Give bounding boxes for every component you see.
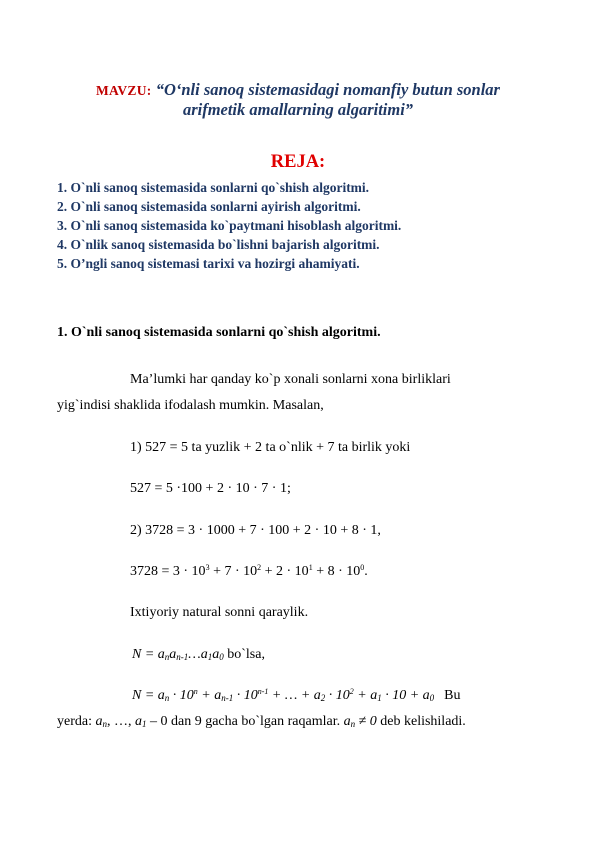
intro-line-2: yig`indisi shaklida ifodalash mumkin. Masalan, xyxy=(57,398,324,413)
variable: a xyxy=(134,714,142,729)
subscript: 0 xyxy=(429,693,435,703)
subscript: 1 xyxy=(207,652,213,662)
where-sentence xyxy=(57,713,466,731)
formula-part: 3728 = 3 · 10 xyxy=(130,564,206,579)
exponent: n xyxy=(193,687,198,696)
formula-part: + 8 · 10 xyxy=(312,564,361,579)
topic-text-1: “O‘nli sanoq sistemasidagi nomanfiy butun sonlar xyxy=(155,80,500,99)
formula-part: · 10 + a xyxy=(381,688,430,703)
formula-part: + 7 · 10 xyxy=(209,564,258,579)
subscript: 0 xyxy=(219,652,224,662)
formula-part: + a xyxy=(197,688,222,703)
number-notation xyxy=(132,646,265,664)
formula-part: · 10 xyxy=(325,688,350,703)
formula-part: Bu xyxy=(444,688,461,703)
formula-part: · 10 xyxy=(169,688,194,703)
formula-part: a xyxy=(212,647,220,662)
example-1: 1) 527 = 5 ta yuzlik + 2 ta o`nlik + 7 ta birlik yoki xyxy=(130,440,411,455)
expansion-formula xyxy=(132,687,461,705)
plan-heading: REJA: xyxy=(270,152,326,172)
exponent: 1 xyxy=(308,563,313,572)
subscript: n xyxy=(102,719,107,729)
plan-item: 2. O`nli sanoq sistemasida sonlarni ayirish algoritmi. xyxy=(57,199,361,214)
plan-item: 5. O’ngli sanoq sistemasi tarixi va hozirgi ahamiyati. xyxy=(57,256,360,271)
formula-part: + 2 · 10 xyxy=(261,564,309,579)
subscript: n-1 xyxy=(176,652,189,662)
text-part: – 0 dan 9 gacha bo`lgan raqamlar. xyxy=(146,714,344,729)
subscript: n-1 xyxy=(221,693,234,703)
formula-part: + a xyxy=(353,688,378,703)
topic-title-line-1 xyxy=(0,80,596,101)
topic-label: MAVZU: xyxy=(96,83,152,98)
intro-line-1: Ma’lumki har qanday ko`p xonali sonlarni xona birliklari xyxy=(130,372,451,387)
formula-part: . xyxy=(364,564,368,579)
text-part: , …, xyxy=(106,714,135,729)
variable: a xyxy=(343,714,351,729)
section-heading: 1. O`nli sanoq sistemasida sonlarni qo`shish algoritmi. xyxy=(57,325,381,340)
subscript: 1 xyxy=(377,693,382,703)
plan-item: 4. O`nlik sanoq sistemasida bo`lishni bajarish algoritmi. xyxy=(57,237,380,252)
text-part: yerda: xyxy=(57,714,96,729)
exponent: 0 xyxy=(360,563,365,572)
subscript: n xyxy=(350,719,356,729)
exponent: 3 xyxy=(205,563,210,572)
subscript: 2 xyxy=(320,693,326,703)
plan-item: 1. O`nli sanoq sistemasida sonlarni qo`shish algoritmi. xyxy=(57,180,370,195)
text-part: deb kelishiladi. xyxy=(376,714,466,729)
formula-part: N = a xyxy=(132,688,165,703)
formula-part: · 10 xyxy=(233,688,258,703)
consider-sentence: Ixtiyoriy natural sonni qaraylik. xyxy=(130,605,309,620)
exponent: n-1 xyxy=(257,687,269,696)
exponent: 2 xyxy=(257,563,262,572)
exponent: 2 xyxy=(349,687,354,696)
subscript: n xyxy=(164,652,170,662)
topic-title-line-2 xyxy=(0,100,596,120)
example-2: 2) 3728 = 3 · 1000 + 7 · 100 + 2 · 10 + 8 · 1, xyxy=(130,523,381,538)
subscript: 1 xyxy=(141,719,147,729)
formula-part: N = a xyxy=(132,647,165,662)
example-2-powers xyxy=(130,563,368,581)
text-part: ≠ 0 xyxy=(355,714,377,729)
variable: a xyxy=(95,714,103,729)
formula-part: + … + a xyxy=(268,688,321,703)
subscript: n xyxy=(164,693,170,703)
formula-part: …a xyxy=(188,647,208,662)
plan-list xyxy=(57,178,401,273)
plan-item: 3. O`nli sanoq sistemasida ko`paytmani hisoblash algoritmi. xyxy=(57,218,402,233)
formula-part: bo`lsa, xyxy=(223,647,265,662)
formula-part: a xyxy=(169,647,177,662)
topic-text-2: arifmetik amallarning algaritimi” xyxy=(182,100,414,119)
example-1-expanded: 527 = 5 ·100 + 2 · 10 · 7 · 1; xyxy=(130,481,291,496)
